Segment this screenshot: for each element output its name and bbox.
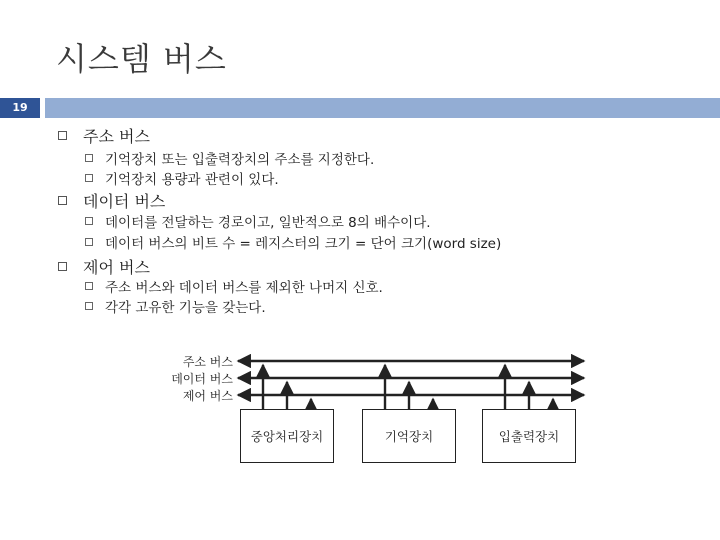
slide-title: 시스템 버스 [56, 40, 227, 78]
bullet-data-bus: 데이터 버스 [83, 192, 166, 211]
io-box: 입출력장치 [482, 409, 576, 463]
sub-bullet-text: 기억장치 용량과 관련이 있다. [105, 172, 279, 188]
bullet-control-bus: 제어 버스 [83, 258, 150, 277]
sub-bullet-text: 데이터를 전달하는 경로이고, 일반적으로 8의 배수이다. [105, 215, 431, 231]
cpu-box: 중앙처리장치 [240, 409, 334, 463]
label-data-bus: 데이터 버스 [171, 372, 233, 386]
label-address-bus: 주소 버스 [182, 355, 233, 369]
bullet-address-bus: 주소 버스 [83, 127, 150, 146]
memory-box: 기억장치 [362, 409, 456, 463]
label-control-bus: 제어 버스 [182, 389, 233, 403]
sub-bullet-text: 기억장치 또는 입출력장치의 주소를 지정한다. [105, 152, 375, 168]
sub-bullet-text: 각각 고유한 기능을 갖는다. [105, 300, 266, 316]
sub-bullet-text: 데이터 버스의 비트 수 = 레지스터의 크기 = 단어 크기(word size) [105, 236, 502, 252]
sub-bullet-text: 주소 버스와 데이터 버스를 제외한 나머지 신호. [105, 280, 383, 296]
page-number: 19 [0, 98, 40, 118]
